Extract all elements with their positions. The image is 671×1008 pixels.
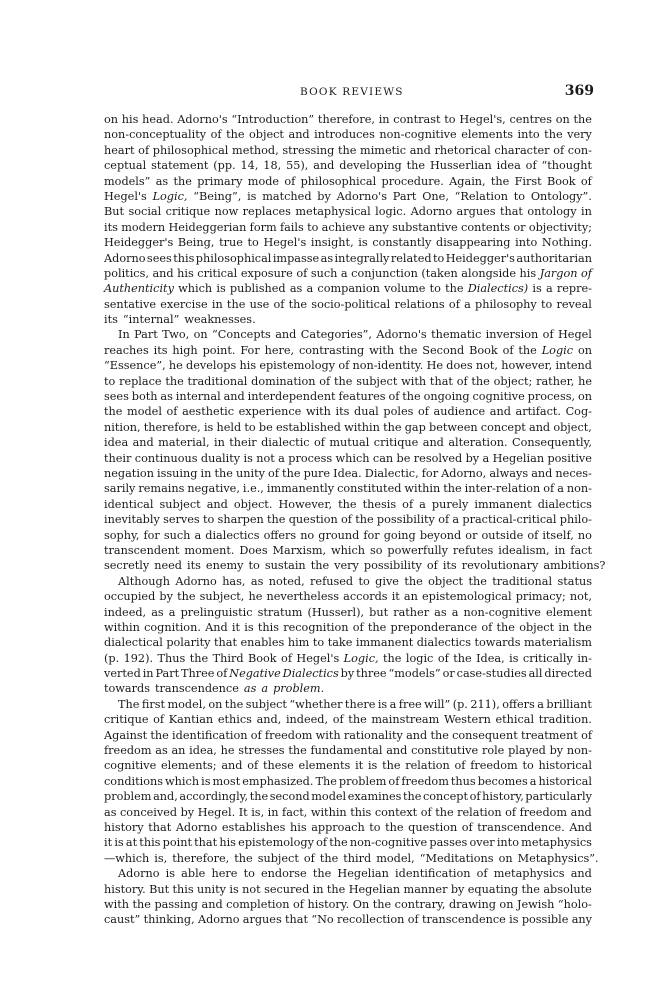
text-line: within cognition. And it is this recognition of the preponderance of the object in the (104, 620, 592, 634)
paragraph (104, 574, 592, 697)
text-line: In Part Two, on “Concepts and Categories”, Adorno's thematic inversion of Hegel (118, 328, 592, 342)
text-line: conditions which is most emphasized. The problem of freedom thus becomes a historical (104, 774, 592, 788)
text-line: “Essence”, he develops his epistemology of non-identity. He does not, however, intend (104, 359, 592, 373)
text-line: sarily remains negative, i.e., immanently constituted within the inter-relation of a non- (104, 482, 592, 496)
running-head: BOOK REVIEWS (300, 86, 404, 98)
text-line: Authenticity which is published as a companion volume to the Dialectics) is a repre- (104, 282, 592, 296)
text-line: identical subject and object. However, the thesis of a purely immanent dialectics (104, 497, 592, 511)
text-line: its “internal” weaknesses. (104, 313, 256, 327)
page-number: 369 (564, 83, 594, 99)
text-line: inevitably serves to sharpen the question of the possibility of a practical-critical philo- (104, 513, 592, 527)
paragraph (104, 866, 592, 928)
text-line: critique of Kantian ethics and, indeed, of the mainstream Western ethical tradition. (104, 713, 592, 727)
text-line: sophy, for such a dialectics offers no ground for going beyond or outside of itself, no (104, 528, 592, 542)
text-line: secretly need its enemy to sustain the very possibility of its revolutionary ambitions? (104, 559, 606, 573)
text-line: negation issuing in the unity of the pure Idea. Dialectic, for Adorno, always and neces- (104, 466, 592, 480)
text-line: But social critique now replaces metaphysical logic. Adorno argues that ontology in (104, 205, 592, 219)
text-line: history. But this unity is not secured in the Hegelian manner by equating the absolute (104, 882, 592, 896)
review-body (104, 112, 606, 928)
text-line: on his head. Adorno's “Introduction” therefore, in contrast to Hegel's, centres on the (104, 113, 592, 126)
text-line: —which is, therefore, the subject of the third model, “Meditations on Metaphysics”. (104, 851, 599, 865)
paragraph (104, 697, 599, 866)
text-line: Hegel's Logic, “Being”, is matched by Adorno's Part One, “Relation to Ontology”. (104, 189, 592, 203)
text-line: (p. 192). Thus the Third Book of Hegel's Logic, the logic of the Idea, is critically in- (104, 651, 592, 665)
text-line: Although Adorno has, as noted, refused to give the object the traditional status (118, 574, 592, 588)
text-line: freedom as an idea, he stresses the fundamental and constitutive role played by non- (104, 744, 592, 758)
text-line: non-conceptuality of the object and introduces non-cognitive elements into the very (104, 128, 592, 142)
text-line: Adorno is able here to endorse the Hegelian identification of metaphysics and (118, 867, 592, 881)
text-line: problem and, accordingly, the second model examines the concept of history, particularly (104, 790, 592, 804)
text-line: Adorno sees this philosophical impasse as integrally related to Heidegger's authoritarian (104, 251, 592, 265)
text-line: verted in Part Three of Negative Dialectics by three “models” or case-studies all directed (104, 667, 592, 681)
text-line: its modern Heideggerian form fails to achieve any substantive contents or objectivity; (104, 220, 592, 234)
text-line: indeed, as a prelinguistic stratum (Husserl), but rather as a non-cognitive element (104, 605, 592, 619)
text-line: cognitive elements; and of these elements it is the relation of freedom to historical (104, 759, 592, 773)
text-line: Against the identification of freedom with rationality and the consequent treatment of (104, 728, 592, 742)
text-line: nition, therefore, is held to be established within the gap between concept and object, (104, 420, 592, 434)
text-line: The first model, on the subject “whether there is a free will” (p. 211), offers a brilliant (118, 697, 592, 711)
text-line: heart of philosophical method, stressing the mimetic and rhetorical character of con- (104, 143, 592, 157)
text-line: as conceived by Hegel. It is, in fact, within this context of the relation of freedom and (104, 805, 592, 819)
text-line: politics, and his critical exposure of such a conjunction (taken alongside his Jargon of (104, 266, 592, 280)
text-line: transcendent moment. Does Marxism, which so powerfully refutes idealism, in fact (104, 543, 592, 557)
text-line: occupied by the subject, he nevertheless accords it an epistemological primacy; not, (104, 590, 592, 604)
text-line: history that Adorno establishes his approach to the question of transcendence. And (104, 820, 592, 834)
text-line: Heidegger's Being, true to Hegel's insight, is constantly disappearing into Nothing. (104, 236, 592, 250)
text-line: sentative exercise in the use of the socio-political relations of a philosophy to reveal (104, 297, 592, 311)
text-line: models” as the primary mode of philosophical procedure. Again, the First Book of (104, 174, 592, 188)
text-line: caust” thinking, Adorno argues that “No recollection of transcendence is possible any (104, 913, 592, 927)
paragraph (104, 327, 606, 573)
text-line: to replace the traditional domination of the subject with that of the object; rather, he (104, 374, 592, 388)
text-line: sees both as internal and interdependent features of the ongoing cognitive process, on (104, 390, 592, 404)
text-line: towards transcendence as a problem. (104, 682, 325, 696)
text-line: reaches its high point. For here, contrasting with the Second Book of the Logic on (104, 343, 592, 357)
text-line: with the passing and completion of history. On the contrary, drawing on Jewish “holo- (104, 897, 592, 911)
text-line: it is at this point that his epistemology of the non-cognitive passes over into metaphysics (104, 836, 592, 850)
text-line: idea and material, in their dialectic of mutual critique and alteration. Consequently, (104, 436, 592, 450)
text-line: the model of aesthetic experience with its dual poles of audience and artifact. Cog- (104, 405, 592, 419)
text-line: ceptual statement (pp. 14, 18, 55), and developing the Husserlian idea of “thought (104, 159, 592, 173)
text-line: dialectical polarity that enables him to take immanent dialectics towards materialism (104, 636, 592, 650)
paragraph (104, 112, 592, 327)
text-line: their continuous duality is not a process which can be resolved by a Hegelian positive (104, 451, 592, 465)
